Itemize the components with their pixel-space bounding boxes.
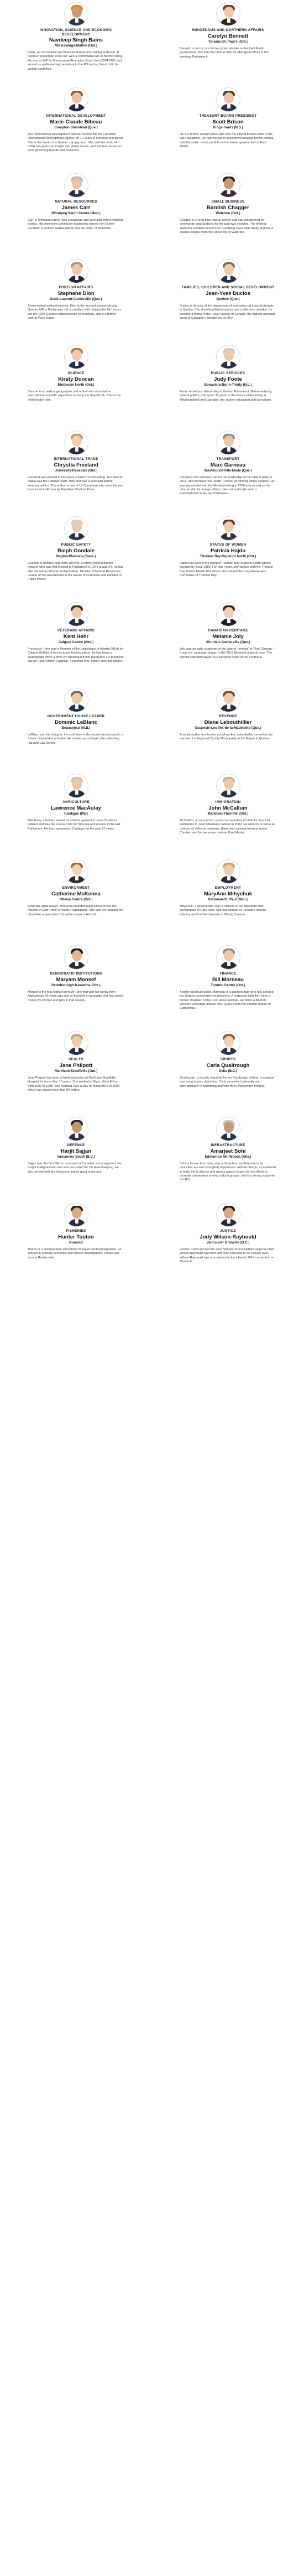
riding-name: Markham-Stouffville (Ont.) — [54, 1069, 98, 1073]
cabinet-card — [152, 772, 304, 858]
minister-photo — [216, 688, 240, 712]
minister-bio: Sohi, a former bus driver, was a three-term an Edmonton city councillor. He was wrongfully imprisoned, without charge, as a terrorist in India. He is also an anti-racism activist known for his efforts to promote cooperation among cultural groups, and is a strong supporter of LRTs. — [180, 1162, 276, 1182]
minister-bio: Joly was an early supporter of the Liberal 'renewal' of 'Real Change' — it was her campaign slogan in the 2013 Montreal mayoral race. The Oxford-educated lawyer is a personal friend of the Trudeaus. — [180, 647, 276, 659]
portfolio-title: INTERNATIONAL DEVELOPMENT — [46, 114, 106, 118]
minister-photo — [216, 1203, 240, 1227]
cabinet-card — [0, 0, 152, 86]
minister-photo — [216, 1031, 240, 1055]
minister-bio: Duclos is director of the department of economics at Laval University in Quebec City. A well-published author and conference speaker, he became a fellow of the Royal Society of Canada, the highest accolade given to Canadian researchers, in 2014. — [180, 304, 276, 320]
minister-photo — [216, 859, 240, 884]
minister-name: Carla Qualtrough — [206, 1062, 250, 1069]
cabinet-card — [152, 686, 304, 772]
portfolio-title: FAMILIES, CHILDREN AND SOCIAL DEVELOPMENT — [181, 286, 275, 289]
cabinet-card — [152, 1201, 304, 1287]
portfolio-title: INNOVATION, SCIENCE AND ECONOMIC DEVELOPMENT — [39, 28, 113, 37]
minister-photo — [64, 173, 88, 198]
minister-bio: He is a former Conservative who was the Liberal finance critic in the last Parliament. He has worked in investment banking before politics, held the public works portfolio in the former government of Paul Martin. — [180, 132, 274, 149]
portfolio-title: SMALL BUSINESS — [211, 200, 245, 204]
riding-name: Ahuntsic-Cartierville (Que.) — [206, 640, 250, 644]
riding-name: Waterloo (Ont.) — [216, 211, 240, 215]
riding-name: Westmount-Ville-Marie (Que.) — [204, 468, 252, 473]
riding-name: Edmonton Mill Woods (Alta.) — [205, 1154, 251, 1159]
portfolio-title: DEFENCE — [67, 1143, 85, 1147]
minister-name: Marc Garneau — [210, 462, 246, 468]
cabinet-card — [152, 515, 304, 600]
minister-photo — [216, 173, 240, 198]
portfolio-title: INTERNATIONAL TRADE — [54, 457, 98, 461]
minister-name: Lawrence MacAulay — [51, 805, 101, 811]
riding-name: Nunavut — [69, 1240, 83, 1245]
cabinet-card — [0, 257, 152, 343]
minister-bio: Jane Philpott has been a family physician at Markham Stouffville Hospital for more than 10 years. She worked in Niger, West Africa from 1989 to 1998. She founded Give a Day to World AIDS in 2004, which has raised more than $4 million. — [28, 1076, 120, 1092]
minister-bio: A time-tested political survivor, Dion is the second-longest serving Quebec MP in Parliament. He is credited with helping the 'No' forces win the 1995 Quebec independence referendum, and is a former Liberal Party leader. — [28, 304, 121, 320]
cabinet-card — [0, 86, 152, 172]
minister-bio: LeBlanc won his riding for the sixth time in the recent election and is a former Liberal House leader. He worked as a lawyer after attending Harvard Law School. — [28, 733, 123, 745]
minister-bio: Monsef is the first Afghan-born MP. She fled with her family from Afghanistan 20 years ago and co-founded a campaign that has raised money for women and girls in that country. — [28, 990, 123, 1002]
minister-name: Chrystia Freeland — [54, 462, 98, 468]
cabinet-card — [152, 858, 304, 944]
minister-bio: Carr, a Winnipeg native, was a musician and journalist before entering politics. His extensive community leadership earned him Queen Elizabeth II Golden Jubilee Medal and the Order of Manitoba. — [28, 218, 124, 230]
cabinet-card — [0, 1115, 152, 1201]
portfolio-title: FISHERIES — [66, 1229, 86, 1233]
portfolio-title: ENVIRONMENT — [62, 886, 90, 890]
minister-photo — [64, 1031, 88, 1055]
minister-photo — [64, 688, 88, 712]
minister-photo — [216, 945, 240, 970]
minister-bio: Mihychuk, a geoscientist, was a minister in the Manitoba NDP government of Gary Doer. She has worked in Canada's mineral industry and founded Women in Mining Canada. — [180, 904, 266, 916]
minister-photo — [216, 431, 240, 455]
minister-name: Maryam Monsef — [56, 977, 96, 983]
minister-bio: Hajdu has lived in the riding of Thunder Bay-Superior North almost exclusively since 1980. For nine years, she worked with the Thunder Bay District Health Unit where she chaired the Drug Awareness Committee of Thunder Bay. — [180, 561, 274, 578]
riding-name: Beausejour (N.B.) — [61, 725, 91, 730]
cabinet-card — [152, 1029, 304, 1115]
portfolio-title: SPORTS — [220, 1058, 236, 1061]
minister-name: Diane Lebouthillier — [204, 719, 252, 725]
minister-photo — [216, 602, 240, 626]
minister-name: Hunter Tootoo — [58, 1234, 94, 1240]
cabinet-card — [0, 343, 152, 429]
cabinet-card — [152, 429, 304, 515]
minister-name: Dominic LeBlanc — [54, 719, 98, 725]
riding-name: Compton-Stanstead (Que.) — [54, 125, 98, 129]
riding-name: Mississauga-Malton (Ont.) — [54, 43, 97, 48]
portfolio-title: TREASURY BOARD PRESIDENT — [199, 114, 257, 118]
minister-name: Patricia Hajdu — [210, 548, 246, 554]
cabinet-card — [0, 772, 152, 858]
minister-name: Kirsty Duncan — [58, 376, 94, 382]
minister-name: Judy Foote — [214, 376, 242, 382]
minister-photo — [64, 2, 88, 26]
minister-bio: Bennett, a doctor, is a former junior minister in the Paul Martin government. She was the Liberal critic for aboriginal affairs in the previous Parliament. — [180, 46, 269, 59]
riding-name: Kildonan-St. Paul (Man.) — [208, 897, 248, 901]
cabinet-card — [0, 515, 152, 600]
minister-name: Carolyn Bennett — [207, 33, 249, 39]
riding-name: Gaspesie-Les Iles-de-la-Madeleine (Que.) — [195, 725, 261, 730]
riding-name: Bonavista-Burin-Trinity (N.L.) — [204, 382, 252, 387]
cabinet-card — [0, 944, 152, 1029]
minister-photo — [216, 259, 240, 283]
minister-name: Jane Philpott — [59, 1062, 93, 1069]
minister-bio: Tootoo is a businessman and former Nunavut territorial legislator. He worked in housing economic and finance development. Tootoo was born in Rankin Inlet. — [28, 1247, 122, 1260]
portfolio-title: AGRICULTURE — [62, 800, 90, 804]
minister-photo — [64, 859, 88, 884]
minister-bio: Previously, Hehr was a Member of the Legislature of Alberta (MLA) for Calgary-Buffalo. A former junior hockey player, he has been a quadriplegic since a drive-by shooting left him paralyzed. He practised law at Fraser Milner Casgrain, a national firm, before entering politics. — [28, 647, 124, 664]
minister-photo — [64, 1117, 88, 1141]
cabinet-card — [0, 686, 152, 772]
portfolio-title: FOREIGN AFFAIRS — [59, 286, 93, 289]
cabinet-card — [0, 600, 152, 686]
minister-name: Ralph Goodale — [57, 548, 95, 554]
riding-name: Vancouver Granville (B.C.) — [206, 1240, 250, 1245]
minister-bio: Foote served as Liberal whip in the last Parliament. Before entering federal politics, she spent 11 years in the House of Assembly in Newfoundland and Labrador, the student education and journalism. — [180, 390, 272, 402]
portfolio-title: STATUS OF WOMEN — [209, 543, 247, 547]
minister-photo — [64, 516, 88, 541]
minister-photo — [216, 774, 240, 798]
riding-name: Cardigan (PEI) — [64, 811, 88, 816]
minister-photo — [64, 945, 88, 970]
minister-name: Bill Morneau — [212, 977, 244, 983]
riding-name: Calgary Centre (Alta.) — [58, 640, 94, 644]
minister-bio: McCallum, an economist, served as secretary of state for financial institutions in Jean Chretien's cabinet in 2002. He went on to serve as minister of defence, veterans affairs and national revenue under Chretien and former prime minister Paul Martin. — [180, 818, 275, 835]
minister-bio: A human rights lawyer, McKenna provided legal advice to the UN mission in East Timor on treaty negotiations. She later co-founded the charitable organization Canadian Lawyers Abroad. — [28, 904, 123, 916]
cabinet-grid — [0, 0, 304, 1287]
minister-name: Scott Brison — [212, 119, 244, 125]
portfolio-title: CANADIAN HERITAGE — [208, 629, 248, 633]
minister-bio: A social worker and former social worker, Lebouthillier served as the warden of a Regional County Municipality in the Gaspe in Quebec. — [180, 733, 273, 741]
cabinet-card — [152, 86, 304, 172]
cabinet-card — [152, 172, 304, 257]
portfolio-title: INDIGENOUS AND NORTHERN AFFAIRS — [192, 28, 264, 32]
minister-photo — [64, 1203, 88, 1227]
portfolio-title: DEMOCRATIC INSTITUTIONS — [50, 972, 102, 976]
minister-name: Jean-Yves Duclos — [206, 291, 250, 297]
riding-name: Ottawa Centre (Ont.) — [59, 897, 93, 901]
portfolio-title: NATURAL RESOURCES — [55, 200, 97, 204]
minister-bio: Duncan is a medical geographer and author who once led an international scientific expedition to study the Spanish flu. This is her third election win. — [28, 390, 122, 402]
riding-name: Quebec (Que.) — [216, 297, 240, 301]
portfolio-title: SCIENCE — [67, 371, 85, 375]
cabinet-card — [152, 1115, 304, 1201]
cabinet-card — [0, 172, 152, 257]
minister-name: Catherine McKenna — [51, 891, 101, 897]
minister-bio: Qualtrough, a visually impaired former Paralympic athlete, is a lawyer practising human rights law. Carla competed nationally and internationally in swimming and won three Paralympic medals. — [180, 1076, 275, 1088]
cabinet-card — [152, 600, 304, 686]
minister-photo — [64, 259, 88, 283]
minister-name: Melanie Joly — [212, 634, 244, 640]
riding-name: Toronto Centre (Ont.) — [211, 983, 245, 987]
minister-bio: Former Crown prosecutor and member of First Nations regional chief Wilson-Raybould was born and was expected to be a tough race. Wilson-Raybould was a prominent in the Liberals 2014 convention in Montreal. — [180, 1247, 274, 1264]
minister-name: Jody Wilson-Raybould — [200, 1234, 256, 1240]
riding-name: Thunder Bay-Superior North (Ont.) — [200, 554, 256, 558]
portfolio-title: JUSTICE — [220, 1229, 236, 1233]
minister-name: Harjit Sajjan — [61, 1148, 91, 1154]
riding-name: Etobicoke North (Ont.) — [57, 382, 95, 387]
riding-name: Peterborough-Kawartha (Ont.) — [51, 983, 101, 987]
cabinet-card — [152, 343, 304, 429]
minister-name: John McCallum — [208, 805, 248, 811]
riding-name: Kings-Hants (N.S.) — [213, 125, 243, 129]
portfolio-title: TRANSPORT — [216, 457, 240, 461]
minister-photo — [64, 431, 88, 455]
minister-name: James Carr — [61, 205, 91, 211]
cabinet-card — [0, 429, 152, 515]
riding-name: Saint-Laurent-Cartierville (Que.) — [50, 297, 102, 301]
minister-name: Amarjeet Sohi — [210, 1148, 246, 1154]
minister-photo — [216, 2, 240, 26]
minister-bio: Bains, an accountant and financial analyst and visiting professor at Ryerson University, once ran, won a comfortable win in his first riding. He was an MP for Mississauga-Brampton South from 2004-2011 and served as parliamentary secretary to the PM and a Liberal critic for various portfolios. — [28, 51, 123, 71]
minister-name: Navdeep Singh Bains — [49, 37, 103, 44]
riding-name: Markham-Thornhill (Ont.) — [207, 811, 249, 816]
portfolio-title: HEALTH — [69, 1058, 83, 1061]
minister-name: Marie-Claude Bibeau — [50, 119, 102, 125]
minister-name: Stephane Dion — [57, 291, 95, 297]
minister-bio: The International Development Minister worked for the Canadian International Development Agency for 12 years in Morocco and Benin. She is the owner of a Quebec campground. She said her work with CIDA has given her insight into global issues, and she has served on local governing boards and museums. — [28, 132, 124, 153]
minister-photo — [216, 1117, 240, 1141]
portfolio-title: VETERANS AFFAIRS — [57, 629, 95, 633]
cabinet-card — [152, 944, 304, 1029]
minister-photo — [64, 345, 88, 369]
cabinet-card — [152, 0, 304, 86]
cabinet-card — [0, 1201, 152, 1287]
minister-bio: Sajjan was the first Sikh to command a Canadian army regiment. He fought in Afghanistan and was decorated for US peacekeeping. He also served with the Vancouver police gang crime unit. — [28, 1162, 122, 1174]
minister-photo — [216, 345, 240, 369]
minister-bio: Chagger is a long-time Liberal worker and has volunteered for community organizations for the past two decades. The lifelong Waterloo resident comes from a working-class Sikh family and has a science degree from the University of Waterloo. — [180, 218, 274, 235]
riding-name: University-Rosedale (Ont.) — [54, 468, 98, 473]
minister-bio: Canada's first astronaut ran for the leadership of the Liberal party in 2013, and accused rival Justin Trudeau of offering empty slogans. He was parachuted into the Montreal riding in 2008 and served as the Liberal critic for foreign affairs, international trade and La Francophonie in the last Parliament. — [180, 475, 275, 496]
minister-name: Bardish Chagger — [207, 205, 249, 211]
minister-bio: Goodale is another long-term survivor, a former federal finance minister who was first elected to Parliament in 1974 at age 24. He has also served as Minister of Agriculture, Minister of Natural Resources, Leader of the Government in the House of Commons and Minister of Public Works. — [28, 561, 124, 582]
cabinet-card — [152, 257, 304, 343]
minister-name: Kent Hehr — [63, 634, 89, 640]
portfolio-title: IMMIGRATION — [215, 800, 241, 804]
portfolio-title: GOVERNMENT HOUSE LEADER — [47, 714, 105, 718]
minister-bio: Freeland was elected in the newly created Toronto riding. The Alberta native was the Liberals' trade critic and was a journalist before entering politics. The author is one of 13 Canadians who were banned from travel to Russia by President Vladimir Putin. — [28, 475, 124, 492]
riding-name: Toronto-St. Paul's (Ont.) — [208, 39, 248, 44]
riding-name: Vancouver South (B.C.) — [57, 1154, 95, 1159]
minister-photo — [64, 774, 88, 798]
minister-photo — [64, 87, 88, 112]
riding-name: Winnipeg South Centre (Man.) — [51, 211, 101, 215]
minister-bio: Another political rookie, Morneau is a businessman who has advised the Ontario government on pensions. A corporate high flier, he is a former chairman of the C.D. Howe Institute. He holds a BA from Western University and an MSc (Econ.) from the London School of Economics. — [180, 990, 274, 1010]
portfolio-title: PUBLIC SERVICES — [211, 371, 245, 375]
minister-bio: MacAulay, a farmer, served as solicitor-general in Jean Chretien's cabinet and was the Liberal critic for fisheries and oceans in the last Parliament. He has represented Cardigan for the past 27 years. — [28, 818, 120, 831]
portfolio-title: PUBLIC SAFETY — [61, 543, 91, 547]
cabinet-card — [0, 1029, 152, 1115]
minister-photo — [64, 602, 88, 626]
minister-photo — [216, 516, 240, 541]
minister-photo — [216, 87, 240, 112]
portfolio-title: INFRASTRUCTURE — [211, 1143, 245, 1147]
portfolio-title: EMPLOYMENT — [214, 886, 242, 890]
riding-name: Delta (B.C.) — [218, 1069, 238, 1073]
riding-name: Regina-Wascana (Sask.) — [56, 554, 96, 558]
minister-name: MaryAnn Mihychuk — [203, 891, 253, 897]
portfolio-title: FINANCE — [219, 972, 237, 976]
portfolio-title: REVENUE — [219, 714, 237, 718]
cabinet-card — [0, 858, 152, 944]
